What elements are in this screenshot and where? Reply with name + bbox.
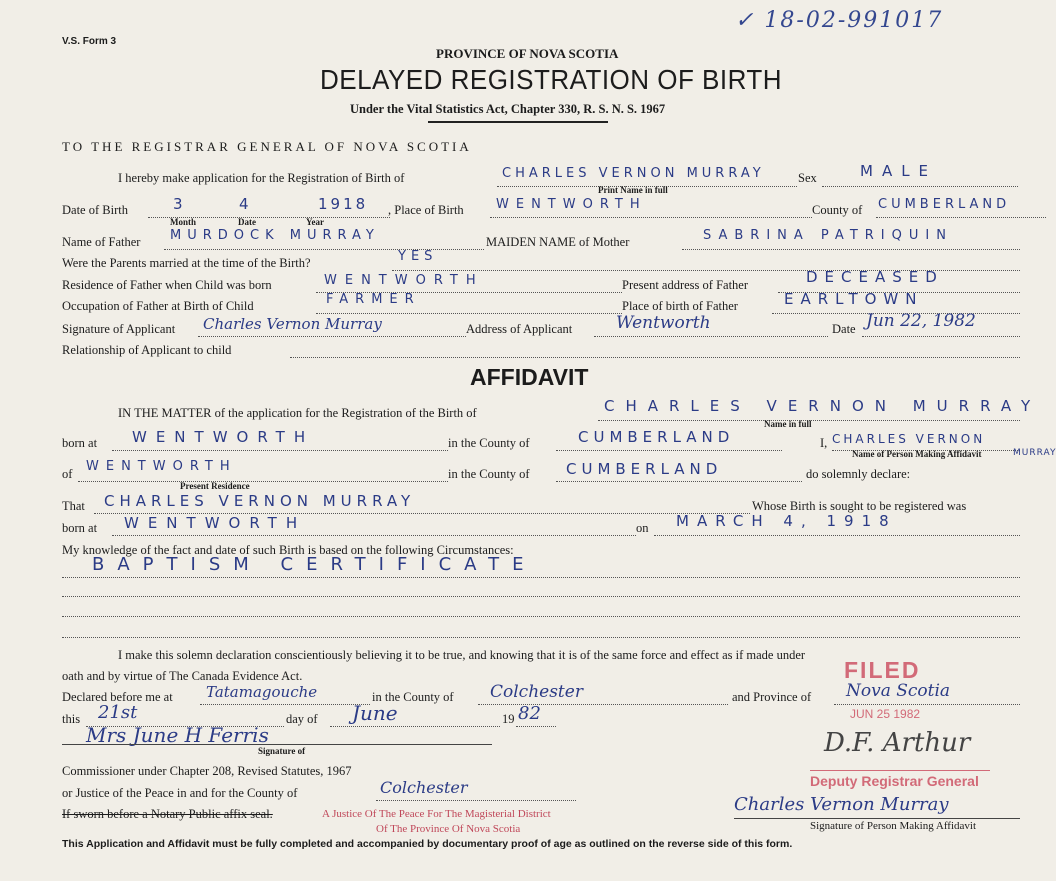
matter-label: IN THE MATTER of the application for the Registration of the Birth of bbox=[118, 406, 477, 420]
present-addr-value[interactable]: DECEASED bbox=[806, 268, 944, 286]
date-line bbox=[862, 336, 1020, 337]
present-addr-label: Present address of Father bbox=[622, 278, 749, 292]
mother-name[interactable]: SABRINA PATRIQUIN bbox=[703, 228, 953, 243]
county1-value[interactable]: CUMBERLAND bbox=[578, 428, 735, 446]
father-pob-label: Place of birth of Father bbox=[622, 299, 738, 313]
solemn-label: do solemnly declare: bbox=[806, 467, 911, 481]
born-at2-line bbox=[112, 535, 636, 536]
circ-line-1 bbox=[62, 577, 1020, 578]
dob-year[interactable]: 1918 bbox=[318, 195, 369, 213]
on-line bbox=[654, 535, 1020, 536]
sex-value[interactable]: MALE bbox=[860, 162, 938, 180]
justice-county[interactable]: Colchester bbox=[380, 778, 468, 797]
born-at-label-2: born at bbox=[62, 521, 98, 535]
residence-label: Residence of Father when Child was born bbox=[62, 278, 272, 292]
person-hint: Name of Person Making Affidavit bbox=[852, 449, 982, 459]
applicant-addr-value[interactable]: Wentworth bbox=[616, 313, 711, 333]
on-date[interactable]: MARCH 4, 1918 bbox=[676, 512, 897, 530]
circumstances-value[interactable]: BAPTISM CERTIFICATE bbox=[92, 554, 537, 575]
county2-line bbox=[556, 481, 802, 482]
name-hint: Print Name in full bbox=[598, 185, 668, 195]
filed-date-stamp: JUN 25 1982 bbox=[850, 707, 921, 721]
province-value[interactable]: Nova Scotia bbox=[846, 681, 951, 701]
occupation-line bbox=[316, 313, 622, 314]
applicant-signature[interactable]: Charles Vernon Murray bbox=[203, 315, 382, 333]
pob-line bbox=[490, 217, 812, 218]
document-subtitle: Under the Vital Statistics Act, Chapter 330, R. S. N. S. 1967 bbox=[350, 102, 666, 116]
province-line bbox=[834, 704, 1020, 705]
sex-label: Sex bbox=[798, 171, 817, 185]
i-label: I, bbox=[820, 436, 828, 450]
title-underline bbox=[428, 121, 608, 123]
commissioner-label: Commissioner under Chapter 208, Revised Statutes, 1967 bbox=[62, 764, 352, 778]
born-at-line bbox=[112, 450, 448, 451]
deputy-stamp-line bbox=[810, 770, 990, 771]
present-res-hint: Present Residence bbox=[180, 481, 250, 491]
father-label: Name of Father bbox=[62, 235, 141, 249]
notary-label: If sworn before a Notary Public affix seal. bbox=[62, 807, 273, 821]
county3-line bbox=[478, 704, 728, 705]
matter-name[interactable]: CHARLES VERNON MURRAY bbox=[604, 397, 1042, 415]
person-sig-hint: Signature of Person Making Affidavit bbox=[810, 820, 976, 832]
born-at2-value[interactable]: WENTWORTH bbox=[124, 514, 307, 532]
year-prefix: 19 bbox=[502, 712, 515, 726]
county-line bbox=[876, 217, 1046, 218]
registration-number: ✓ 18-02-991017 bbox=[735, 8, 944, 33]
mother-line bbox=[682, 249, 1020, 250]
apply-label: I hereby make application for the Registration of Birth of bbox=[118, 171, 405, 185]
county-value[interactable]: CUMBERLAND bbox=[878, 197, 1011, 212]
footer-note: This Application and Affidavit must be fully completed and accompanied by documentary proof of age as outlined on the reverse side of this form. bbox=[62, 838, 793, 850]
county1-line bbox=[556, 450, 782, 451]
date-label: Date bbox=[832, 322, 856, 336]
in-county-label-1: in the County of bbox=[448, 436, 530, 450]
of-label: of bbox=[62, 467, 73, 481]
dob-label: Date of Birth bbox=[62, 203, 128, 217]
commissioner-signature[interactable]: Mrs June H Ferris bbox=[86, 723, 269, 747]
deputy-registrar-stamp: Deputy Registrar General bbox=[810, 773, 979, 789]
month-hint: Month bbox=[170, 217, 197, 227]
province-label: and Province of bbox=[732, 690, 812, 704]
relationship-label: Relationship of Applicant to child bbox=[62, 343, 232, 357]
of-value[interactable]: WENTWORTH bbox=[86, 459, 237, 474]
person-name-cont[interactable]: MURRAY bbox=[1013, 448, 1056, 458]
county-label: County of bbox=[812, 203, 863, 217]
residence-value[interactable]: WENTWORTH bbox=[324, 273, 484, 288]
year-value[interactable]: 82 bbox=[518, 703, 541, 724]
in-county-label-3: in the County of bbox=[372, 690, 454, 704]
justice-line bbox=[376, 800, 576, 801]
this-label: this bbox=[62, 712, 81, 726]
knowledge-label: My knowledge of the fact and date of such Birth is based on the following Circumstances: bbox=[62, 543, 514, 557]
deputy-signature[interactable]: D.F. Arthur bbox=[824, 728, 971, 758]
married-value[interactable]: YES bbox=[398, 249, 438, 264]
year-hint: Year bbox=[306, 217, 324, 227]
date-hint: Date bbox=[238, 217, 256, 227]
county2-value[interactable]: CUMBERLAND bbox=[566, 460, 723, 478]
occupation-value[interactable]: FARMER bbox=[326, 292, 421, 307]
month-line bbox=[330, 726, 500, 727]
commissioner-sig-line bbox=[62, 744, 492, 745]
relationship-line bbox=[290, 357, 1020, 358]
application-date[interactable]: Jun 22, 1982 bbox=[866, 311, 976, 331]
name-full-hint: Name in full bbox=[764, 419, 812, 429]
filed-stamp: FILED bbox=[844, 657, 921, 683]
mother-label: MAIDEN NAME of Mother bbox=[486, 235, 630, 249]
of-line bbox=[78, 481, 448, 482]
justice-stamp-line-2: Of The Province Of Nova Scotia bbox=[376, 823, 521, 835]
on-label: on bbox=[636, 521, 649, 535]
dob-month[interactable]: 3 bbox=[173, 195, 189, 213]
signature-hint: Signature of bbox=[258, 746, 306, 756]
applicant-addr-line bbox=[594, 336, 828, 337]
born-at-value[interactable]: WENTWORTH bbox=[132, 428, 315, 446]
circ-line-2 bbox=[62, 596, 1020, 597]
in-county-label-2: in the County of bbox=[448, 467, 530, 481]
born-at-label: born at bbox=[62, 436, 98, 450]
justice-stamp-line-1: A Justice Of The Peace For The Magisterial District bbox=[322, 808, 551, 820]
sig-label: Signature of Applicant bbox=[62, 322, 176, 336]
declared-at[interactable]: Tatamagouche bbox=[206, 683, 318, 701]
document-title: DELAYED REGISTRATION OF BIRTH bbox=[320, 64, 783, 95]
father-pob-value[interactable]: EARLTOWN bbox=[784, 290, 924, 308]
county3-value[interactable]: Colchester bbox=[490, 682, 583, 702]
applicant-addr-label: Address of Applicant bbox=[466, 322, 573, 336]
person-signature[interactable]: Charles Vernon Murray bbox=[734, 794, 949, 815]
person-sig-line bbox=[734, 818, 1020, 819]
declaration-line-1: I make this solemn declaration conscientiously believing it to be true, and knowing that it is of the same force and effect as if made under bbox=[118, 648, 806, 662]
that-name[interactable]: CHARLES VERNON MURRAY bbox=[104, 492, 416, 510]
sig-line bbox=[198, 336, 466, 337]
declared-label: Declared before me at bbox=[62, 690, 173, 704]
circ-line-4 bbox=[62, 637, 1020, 638]
form-code: V.S. Form 3 bbox=[62, 36, 117, 47]
province-heading: PROVINCE OF NOVA SCOTIA bbox=[436, 46, 619, 61]
father-name[interactable]: MURDOCK MURRAY bbox=[170, 228, 380, 243]
dob-day[interactable]: 4 bbox=[239, 195, 255, 213]
child-name[interactable]: CHARLES VERNON MURRAY bbox=[502, 166, 765, 181]
addressee: TO THE REGISTRAR GENERAL OF NOVA SCOTIA bbox=[62, 139, 472, 154]
month-value[interactable]: June bbox=[352, 701, 398, 725]
circ-line-3 bbox=[62, 616, 1020, 617]
whose-label: Whose Birth is sought to be registered was bbox=[752, 499, 967, 513]
day-value[interactable]: 21st bbox=[98, 702, 138, 723]
declared-line bbox=[200, 704, 370, 705]
day-of-label: day of bbox=[286, 712, 318, 726]
married-label: Were the Parents married at the time of the Birth? bbox=[62, 256, 311, 270]
person-name[interactable]: CHARLES VERNON bbox=[832, 432, 986, 446]
occupation-label: Occupation of Father at Birth of Child bbox=[62, 299, 254, 313]
that-label: That bbox=[62, 499, 85, 513]
pob-label: , Place of Birth bbox=[388, 203, 464, 217]
sex-line bbox=[822, 186, 1018, 187]
year-line bbox=[516, 726, 556, 727]
pob-value[interactable]: WENTWORTH bbox=[496, 197, 647, 212]
justice-label: or Justice of the Peace in and for the County of bbox=[62, 786, 298, 800]
affidavit-heading: AFFIDAVIT bbox=[470, 364, 589, 390]
declaration-line-2: oath and by virtue of The Canada Evidence Act. bbox=[62, 669, 303, 683]
